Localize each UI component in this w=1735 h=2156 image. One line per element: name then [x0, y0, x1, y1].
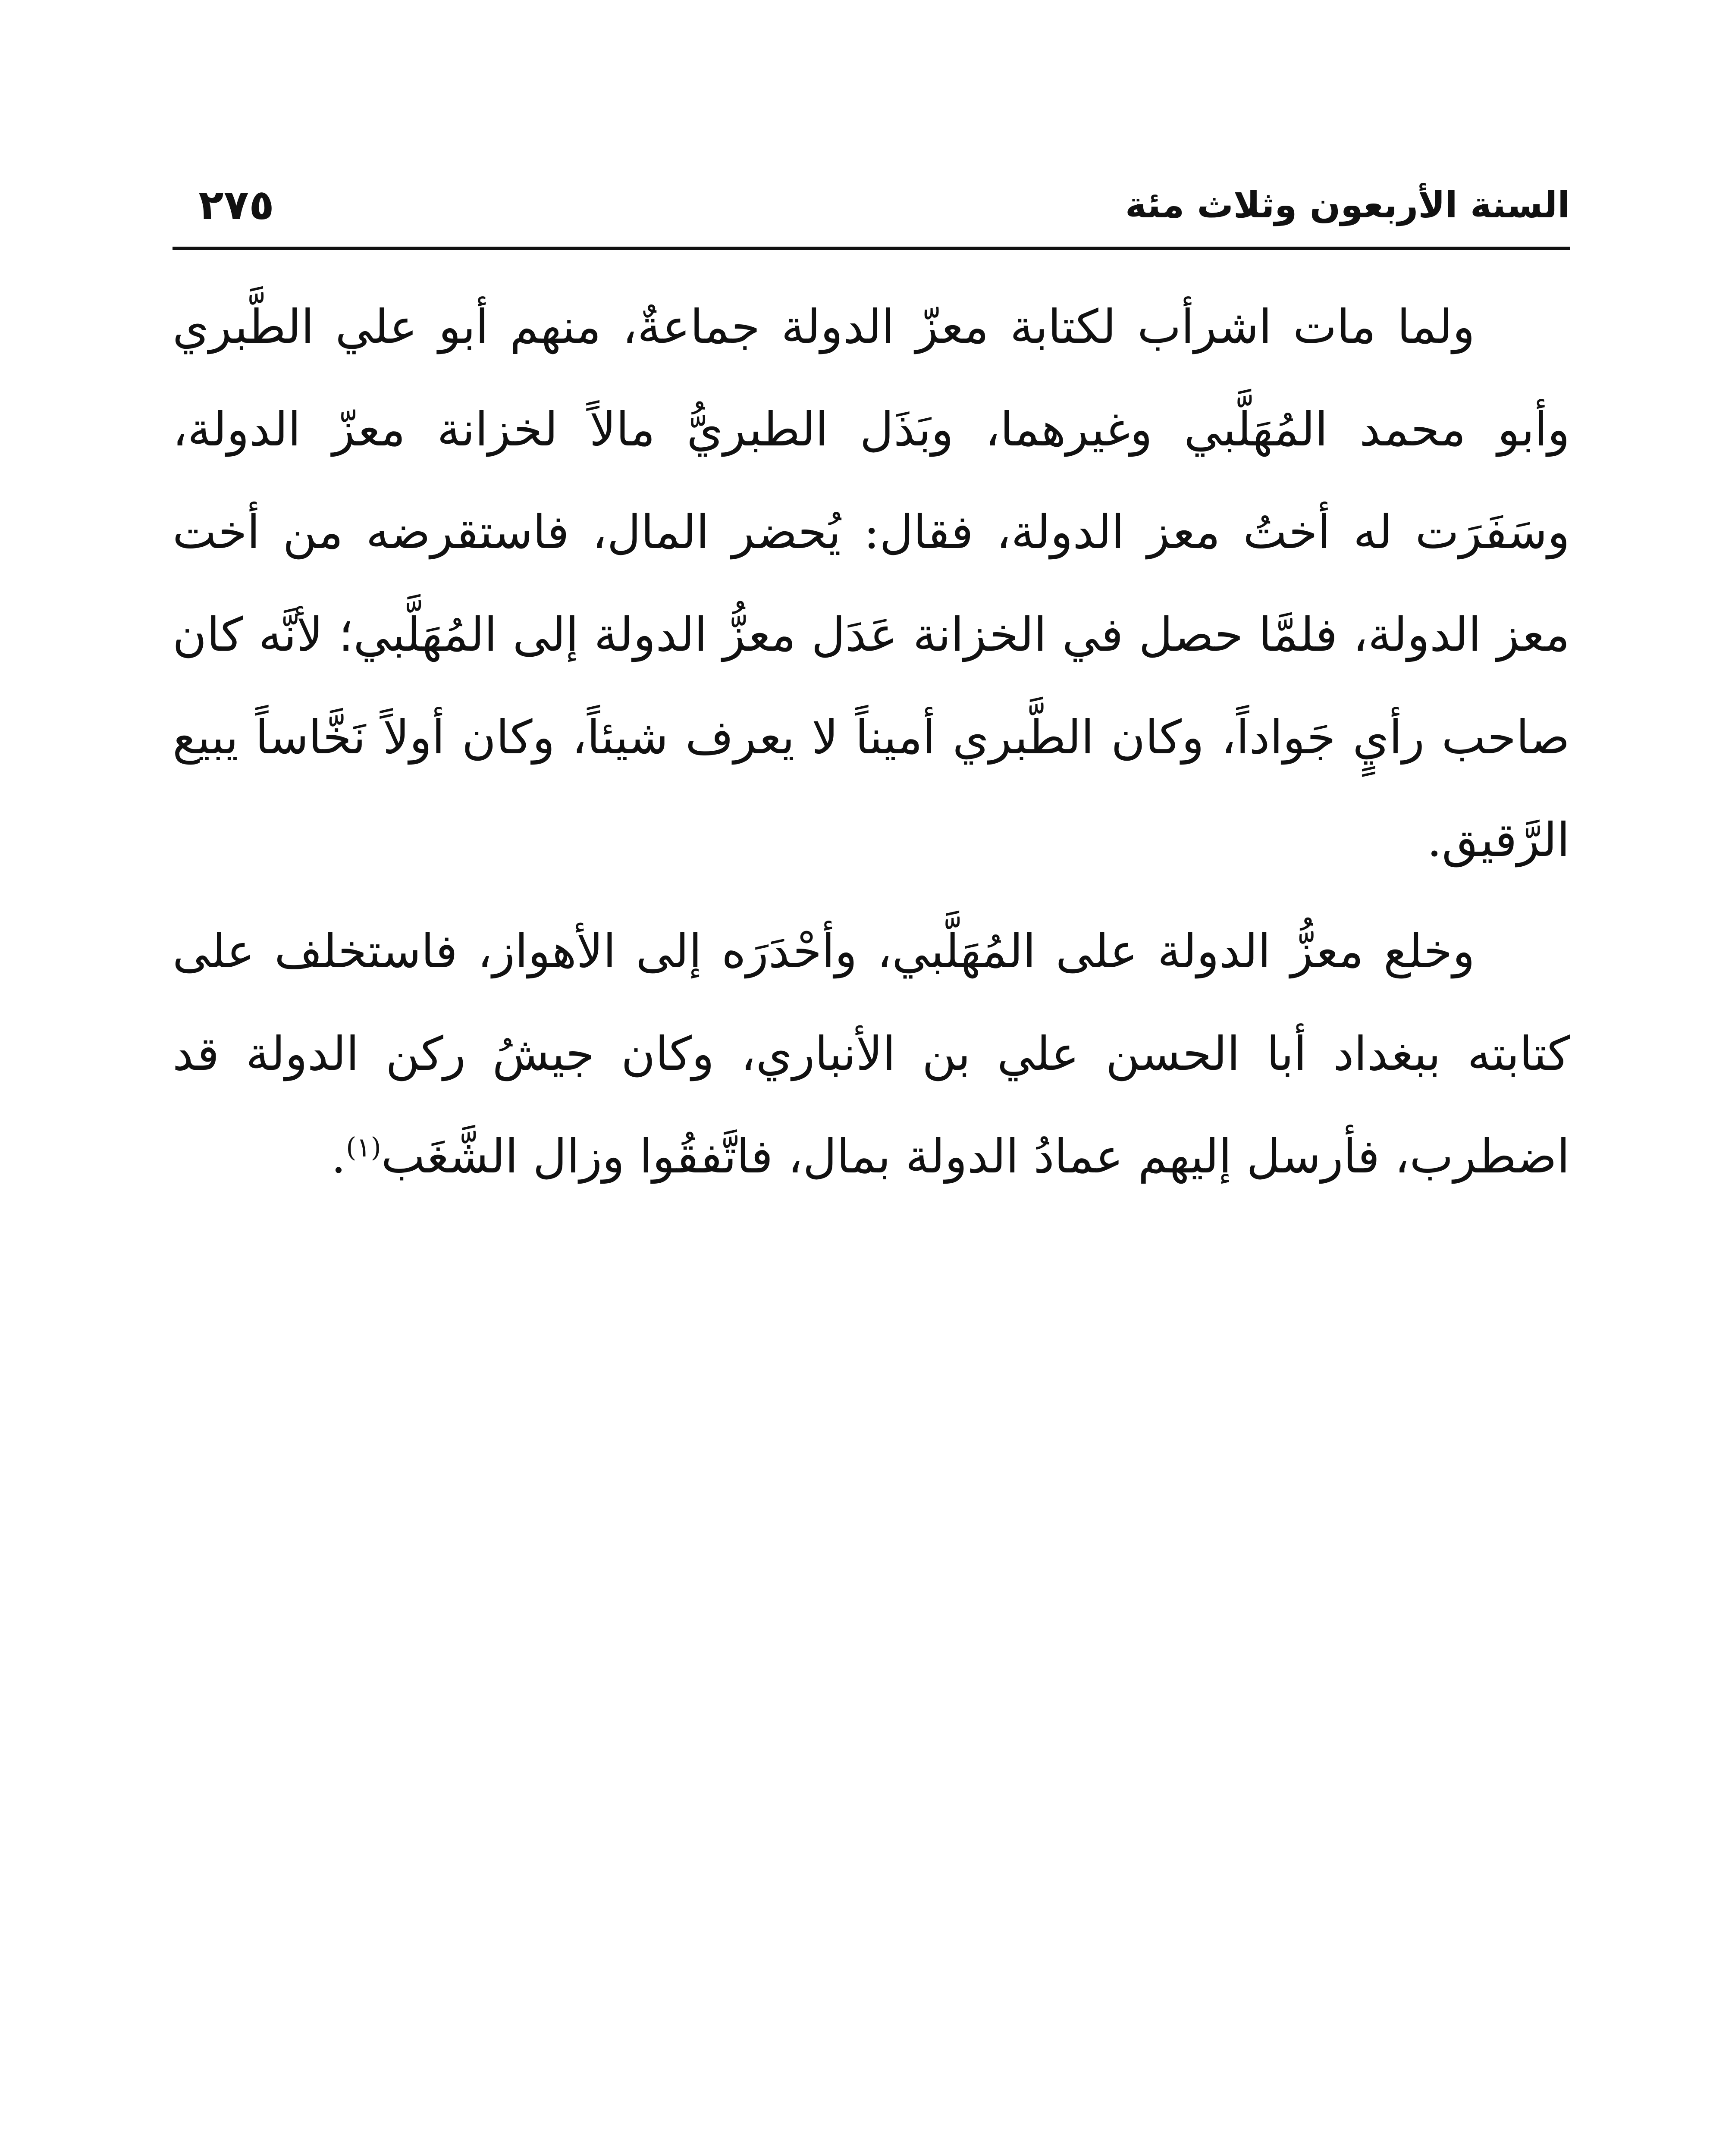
paragraph-2 [173, 900, 1570, 1208]
footnote-reference: (١) [346, 1131, 381, 1163]
page-number: ٢٧٥ [198, 181, 274, 229]
main-text [173, 276, 1570, 1208]
running-head [173, 172, 1570, 237]
running-title: السنة الأربعون وثلاث مئة [1125, 184, 1570, 226]
header-rule [173, 247, 1570, 250]
paragraph-2-end: . [331, 1130, 346, 1184]
paragraph-1: ولما مات اشرأب لكتابة معزّ الدولة جماعةٌ، منهم أبو علي الطَّبري وأبو محمد المُهَلَّبي وغيرهما، وبَذَل الطبريُّ مالاً لخزانة معزّ الدولة، وسَفَرَت له أختُ معز الدولة، فقال: يُحضر المال، فاستقرضه من أخت معز الدولة، فلمَّا حصل في الخزانة عَدَل معزُّ الدولة إلى المُهَلَّبي؛ لأنَّه كان صاحب رأيٍ جَواداً، وكان الطَّبري أميناً لا يعرف شيئاً، وكان أولاً نَخَّاساً يبيع الرَّقيق. [173, 300, 1570, 867]
paragraph-2-text: وخلع معزُّ الدولة على المُهَلَّبي، وأحْدَرَه إلى الأهواز، فاستخلف على كتابته ببغداد أبا الحسن علي بن الأنباري، وكان جيشُ ركن الدولة قد اضطرب، فأرسل إليهم عمادُ الدولة بمال، فاتَّفقُوا وزال الشَّغَب [173, 924, 1570, 1184]
